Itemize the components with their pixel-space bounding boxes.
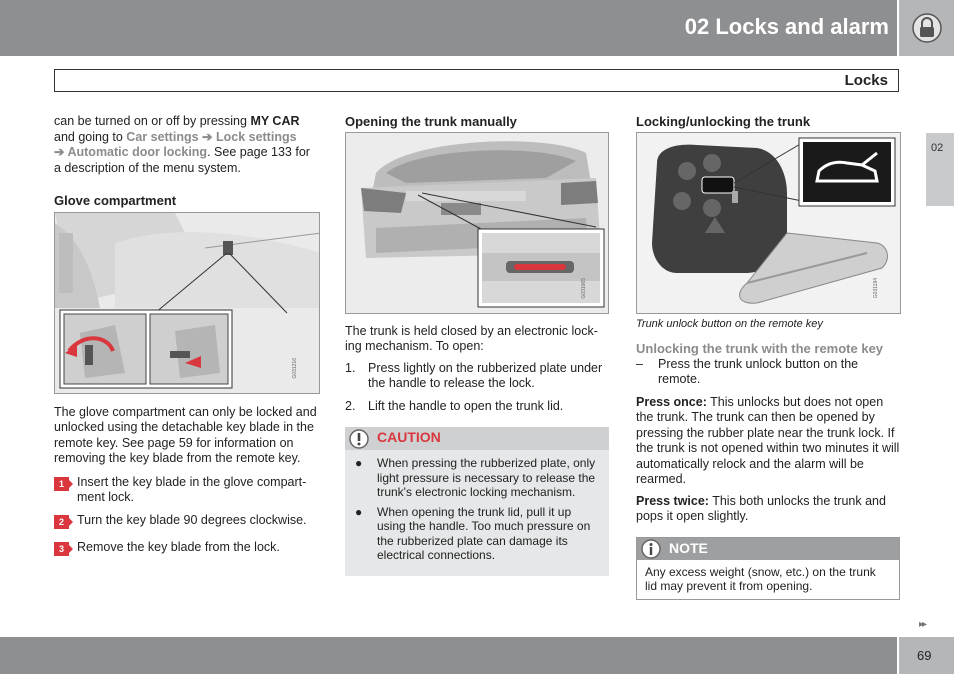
trunk-illustration (346, 133, 609, 314)
note-label: NOTE (669, 539, 708, 556)
press-once-label: Press once: (636, 394, 707, 409)
chapter-title: 02 Locks and alarm (684, 14, 889, 39)
info-icon (641, 539, 661, 559)
page-footer (0, 637, 897, 674)
column-left (54, 114, 320, 563)
unlock-remote-subheading: Unlocking the trunk with the remote key (636, 341, 884, 356)
step-text: Turn the key blade 90 degrees clockwise. (77, 512, 307, 527)
press-twice-label: Press twice: (636, 493, 709, 508)
intro-text: and going to (54, 129, 127, 144)
caution-label: CAUTION (377, 429, 441, 445)
step-number-badge: 1 (54, 477, 69, 491)
trunk-steps-list (345, 361, 609, 415)
my-car-button-name: MY CAR (250, 114, 300, 128)
menu-path-car-settings: Car settings (126, 129, 199, 144)
caution-bullets (345, 450, 609, 563)
step-text: Insert the key blade in the glove compart-ment lock. (77, 474, 307, 504)
list-item (345, 399, 609, 415)
trunk-lock-heading: Locking/unlocking the trunk (636, 114, 811, 129)
menu-path-automatic-door-locking: Automatic door locking (67, 145, 208, 159)
press-twice-paragraph (636, 494, 900, 525)
chapter-header (0, 0, 897, 56)
page-number: 69 (917, 648, 932, 663)
caution-box (345, 427, 609, 576)
glove-compartment-text: The glove compartment can only be locked and unlocked using the detachable key blade in the remote key. See page 59 for information on removing the key blade from the remote key. (54, 404, 317, 465)
intro-text: . See page 133 for a description of the menu system. (54, 145, 310, 175)
step-item (54, 540, 320, 556)
caution-bullet-item (355, 505, 601, 563)
dash-marker: – (636, 356, 643, 371)
intro-paragraph (54, 114, 320, 176)
side-tab-label: 02 (931, 142, 944, 154)
note-text: Any excess weight (snow, etc.) on the trunk lid may prevent it from opening. (645, 564, 876, 593)
figure-id: G031194 (872, 278, 879, 299)
step-item (54, 513, 320, 529)
exclamation-icon (349, 429, 369, 449)
figure-caption: Trunk unlock button on the remote key (636, 317, 823, 330)
figure-id: G031065 (580, 277, 587, 299)
caution-bullet-text: When opening the trunk lid, pull it up using the handle. Too much pressure on the rubberized plate can damage its electrical connections. (377, 504, 591, 562)
column-middle (345, 114, 609, 576)
section-title: Locks (844, 72, 888, 89)
remote-key-figure (636, 132, 901, 314)
dash-list-item (636, 357, 900, 388)
list-number: 1. (345, 360, 356, 375)
dash-item-text: Press the trunk unlock button on the remote. (658, 356, 859, 386)
bullet-dot: ● (355, 504, 363, 519)
list-text: Press lightly on the rubberized plate under the handle to release the lock. (368, 360, 603, 390)
glove-compartment-figure (54, 212, 320, 394)
note-box (636, 537, 900, 600)
press-twice-text: This both unlocks the trunk and pops it open slightly. (636, 493, 886, 523)
list-number: 2. (345, 398, 356, 413)
bullet-dot: ● (355, 456, 363, 470)
step-number-badge: 3 (54, 542, 69, 556)
note-header (637, 538, 899, 560)
glove-compartment-illustration (55, 213, 320, 394)
step-number-badge: 2 (54, 515, 69, 529)
step-text: Remove the key blade from the lock. (77, 540, 280, 554)
page-number-box (899, 637, 954, 674)
trunk-manual-heading: Opening the trunk manually (345, 114, 517, 129)
press-once-text: This unlocks but does not open the trunk. The trunk can then be opened by pressing the rubber plate near the trunk lock. If the trunk is not opened within two minutes it will automatically relock and the alarm will be rearmed. (636, 394, 900, 486)
glove-steps-list (54, 475, 320, 556)
chapter-icon-box (899, 0, 954, 56)
section-bar (54, 69, 899, 92)
menu-path-lock-settings: Lock settings (215, 129, 297, 144)
arrow-right-icon: ➔ (198, 129, 216, 144)
caution-header (345, 427, 609, 450)
trunk-figure (345, 132, 609, 314)
intro-text: can be turned on or off by pressing (54, 114, 251, 128)
figure-id: G031216 (291, 357, 298, 379)
trunk-manual-body: The trunk is held closed by an electronic lock-ing mechanism. To open: (345, 323, 598, 353)
column-right (636, 114, 900, 600)
list-text: Lift the handle to open the trunk lid. (368, 398, 564, 413)
step-item (54, 475, 320, 506)
press-once-paragraph (636, 395, 900, 488)
glove-compartment-heading: Glove compartment (54, 193, 177, 208)
arrow-right-icon: ➔ (54, 145, 68, 159)
chapter-side-tab[interactable] (926, 133, 954, 206)
caution-bullet-text: When pressing the rubberized plate, only light pressure is necessary to release the trunk's electronic locking mechanism. (377, 456, 596, 499)
caution-bullet-item (355, 456, 601, 500)
remote-key-illustration (637, 133, 901, 314)
padlock-icon (911, 12, 943, 44)
list-item (345, 361, 609, 392)
double-arrow-right-icon[interactable]: ▸▸ (919, 619, 926, 630)
